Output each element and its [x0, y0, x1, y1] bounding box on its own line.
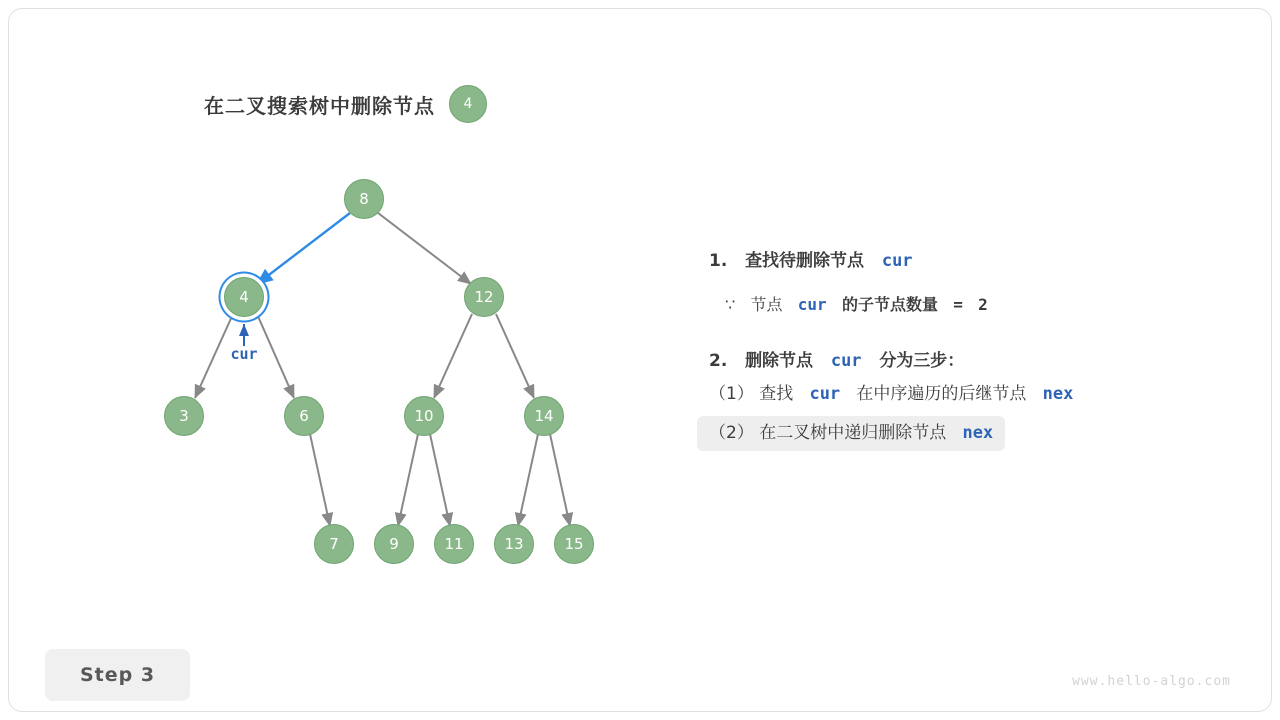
substep-1-text-a: 查找: [759, 384, 794, 404]
watermark: www.hello-algo.com: [1072, 674, 1231, 689]
edge-12-14: [496, 314, 534, 398]
edge-14-15: [550, 434, 570, 526]
spacer: [709, 321, 1249, 349]
cur-pointer-label: cur: [230, 345, 258, 363]
substep-2-highlight: [697, 416, 1005, 452]
edge-4-3: [195, 314, 233, 398]
tree-node-3: 3: [164, 396, 204, 436]
reason-symbol: ∵: [725, 294, 736, 314]
step-1-line: [709, 249, 1249, 275]
reason-count: 2: [978, 294, 988, 314]
edge-4-6: [257, 314, 294, 398]
step-1-var: cur: [881, 251, 913, 271]
substep-2-text: 在二叉树中递归删除节点: [759, 422, 947, 443]
edge-10-9: [398, 434, 418, 526]
step-2-text-a: 删除节点: [745, 350, 814, 371]
substep-2-var-nex: nex: [962, 422, 994, 443]
tree-node-7: 7: [314, 524, 354, 564]
substep-2-line: [709, 416, 1249, 452]
diagram-frame: [8, 8, 1272, 712]
substep-1-number: （1）: [709, 384, 754, 404]
tree-node-8: 8: [344, 179, 384, 219]
explanation-panel: [709, 249, 1249, 455]
substep-1-line: [709, 382, 1249, 408]
edge-8-4: [257, 213, 350, 284]
tree-node-15: 15: [554, 524, 594, 564]
substep-1-var-cur: cur: [809, 384, 841, 404]
title-target-node: 4: [449, 85, 487, 123]
edge-8-12: [378, 213, 471, 284]
substep-1-var-nex: nex: [1042, 384, 1074, 404]
reason-text-a: 节点: [750, 294, 783, 314]
tree-node-6: 6: [284, 396, 324, 436]
step-1-text: 查找待删除节点: [745, 251, 865, 271]
tree-node-4: 4: [224, 277, 264, 317]
step-badge: Step 3: [45, 649, 190, 701]
edge-6-7: [310, 434, 330, 526]
substep-1-text-b: 在中序遍历的后继节点: [856, 384, 1027, 404]
step-2-var: cur: [830, 350, 862, 371]
edge-12-10: [434, 314, 472, 398]
tree-node-10: 10: [404, 396, 444, 436]
substep-2-number: （2）: [709, 422, 754, 443]
tree-node-13: 13: [494, 524, 534, 564]
edge-14-13: [518, 434, 538, 526]
tree-node-11: 11: [434, 524, 474, 564]
tree-node-9: 9: [374, 524, 414, 564]
edge-10-11: [430, 434, 450, 526]
step-2-number: 2.: [709, 350, 728, 371]
reason-equals: =: [953, 294, 963, 314]
reason-line: [725, 293, 1249, 317]
page-title: 在二叉搜索树中删除节点: [204, 93, 435, 118]
step-2-text-b: 分为三步：: [879, 350, 965, 371]
reason-text-b: 的子节点数量: [841, 294, 938, 314]
tree-node-14: 14: [524, 396, 564, 436]
reason-var: cur: [797, 294, 827, 314]
tree-node-12: 12: [464, 277, 504, 317]
step-1-number: 1.: [709, 251, 728, 271]
step-2-line: [709, 349, 1249, 375]
